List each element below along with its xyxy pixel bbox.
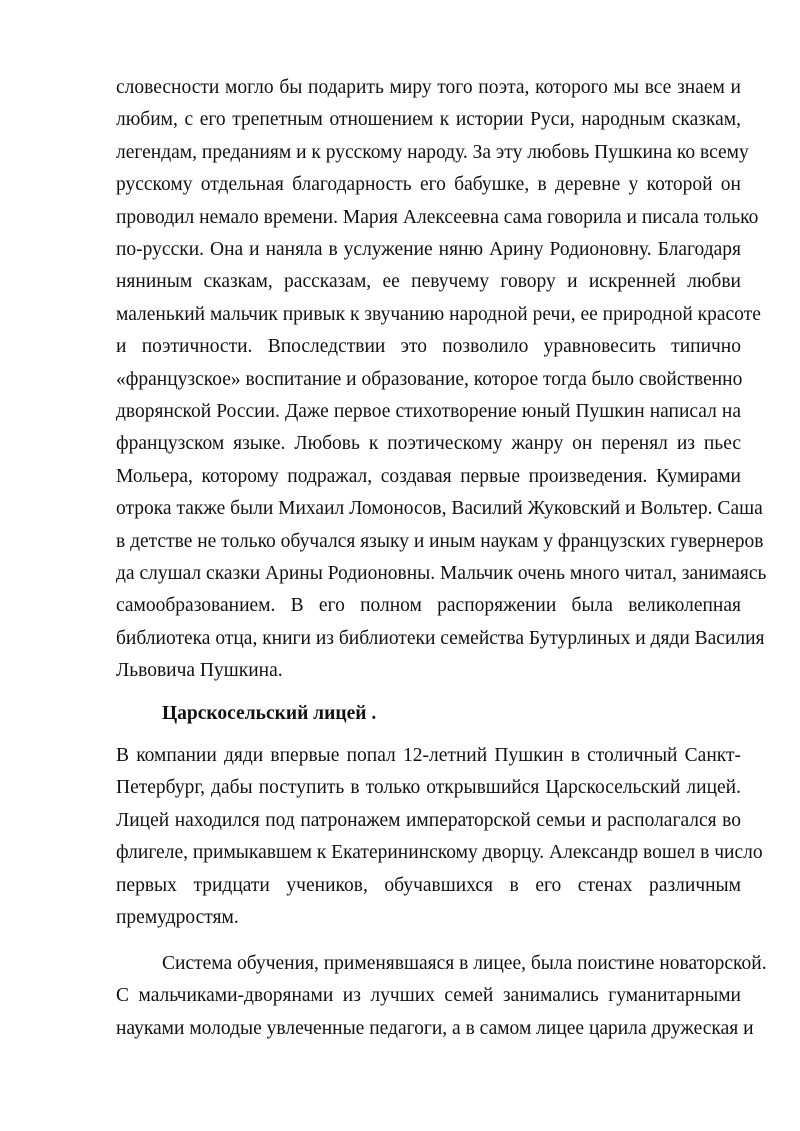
paragraph-line: Мольера, которому подражал, создавая первые произведения. Кумирами	[116, 465, 741, 487]
paragraph-line: первых тридцати учеников, обучавшихся в его стенах различным	[116, 874, 741, 896]
paragraph-line: Система обучения, применявшаяся в лицее, была поистине новаторской.	[162, 953, 767, 974]
paragraph-line: библиотека отца, книги из библиотеки семейства Бутурлиных и дяди Василия	[116, 627, 765, 649]
paragraph-line: французском языке. Любовь к поэтическому жанру он перенял из пьес	[116, 433, 741, 455]
paragraph-line: премудростям.	[116, 907, 239, 928]
paragraph-line: словесности могло бы подарить миру того поэта, которого мы все знаем и	[116, 77, 741, 98]
paragraph-line: Лицей находился под патронажем императорской семьи и располагался во	[116, 809, 741, 831]
paragraph-line: «французское» воспитание и образование, которое тогда было свойственно	[116, 368, 743, 390]
paragraph-line: дворянской России. Даже первое стихотворение юный Пушкин написал на	[116, 401, 741, 422]
paragraph-line: любим, с его трепетным отношением к истории Руси, народным сказкам,	[116, 109, 741, 131]
paragraph-line: науками молодые увлеченные педагоги, а в самом лицее царила дружеская и	[116, 1017, 754, 1039]
paragraph-line: легендам, преданиям и к русскому народу. За эту любовь Пушкина ко всему	[116, 141, 749, 163]
paragraph-line: маленький мальчик привык к звучанию народной речи, ее природной красоте	[116, 303, 761, 325]
paragraph-line: самообразованием. В его полном распоряжении была великолепная	[116, 595, 741, 617]
paragraph-line: русскому отдельная благодарность его бабушке, в деревне у которой он	[116, 174, 741, 196]
paragraph-line: Львовича Пушкина.	[116, 660, 283, 682]
paragraph-line: няниным сказкам, рассказам, ее певучему говору и искренней любви	[116, 271, 741, 293]
paragraph-line: В компании дяди впервые попал 12-летний Пушкин в столичный Санкт-	[116, 745, 741, 766]
paragraph-line: да слушал сказки Арины Родионовны. Мальчик очень много читал, занимаясь	[116, 563, 767, 584]
document-body	[116, 0, 767, 1131]
paragraph-line: проводил немало времени. Мария Алексеевна сама говорила и писала только	[116, 206, 759, 228]
paragraph-line: и поэтичности. Впоследствии это позволило уравновесить типично	[116, 336, 741, 358]
paragraph-line: Петербург, дабы поступить в только открывшийся Царскосельский лицей.	[116, 777, 741, 799]
paragraph-line: флигеле, примыкавшем к Екатерининскому дворцу. Александр вошел в число	[116, 842, 763, 864]
section-heading: Царскосельский лицей .	[162, 703, 377, 724]
paragraph-line: С мальчиками-дворянами из лучших семей занимались гуманитарными	[116, 985, 741, 1007]
paragraph-line: по-русски. Она и наняла в услужение няню Арину Родионовну. Благодаря	[116, 239, 741, 260]
paragraph-line: отрока также были Михаил Ломоносов, Василий Жуковский и Вольтер. Саша	[116, 498, 763, 520]
paragraph-line: в детстве не только обучался языку и иным наукам у французских гувернеров	[116, 530, 764, 552]
